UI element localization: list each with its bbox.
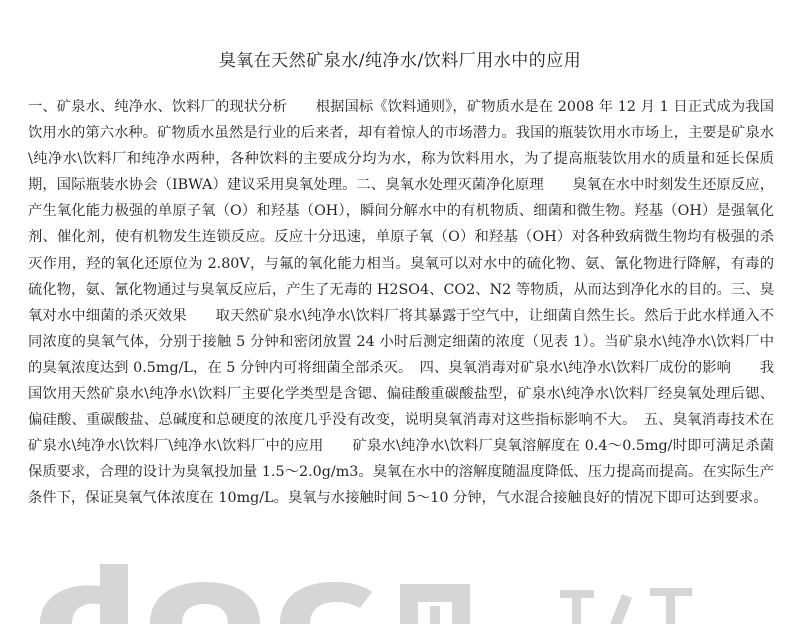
document-body bbox=[28, 94, 774, 512]
watermark-graphic bbox=[0, 564, 800, 624]
body-paragraph: 一、矿泉水、纯净水、饮料厂的现状分析 根据国标《饮料通则》，矿物质水是在 2008 年 12 月 1 日正式成为我国饮用水的第六水种。矿物质水虽然是行业的后来者，却有着惊人的市场潜力。我国的瓶装饮用水市场上，主要是矿泉水\纯净水\饮料厂和纯净水两种，各种饮料的主要成分均为水，称为饮料用水，为了提高瓶装饮用水的质量和延长保质期，国际瓶装水协会（IBWA）建议采用臭氧处理。二、臭氧水处理灭菌净化原理 臭氧在水中时刻发生还原反应，产生氧化能力极强的单原子氧（O）和羟基（OH），瞬间分解水中的有机物质、细菌和微生物。羟基（OH）是强氧化剂、催化剂，使有机物发生连锁反应。反应十分迅速，单原子氧（O）和羟基（OH）对各种致病微生物均有极强的杀灭作用，羟的氧化还原位为 2.80V，与氟的氧化能力相当。臭氧可以对水中的硫化物、氨、氰化物进行降解，有毒的硫化物，氨、氰化物通过与臭氧反应后，产生了无毒的 H2SO4、CO2、N2 等物质，从而达到净化水的目的。三、臭氧对水中细菌的杀灭效果 取天然矿泉水\纯净水\饮料厂将其暴露于空气中，让细菌自然生长。然后于此水样通入不同浓度的臭氧气体，分别于接触 5 分钟和密闭放置 24 小时后测定细菌的浓度（见表 1）。当矿泉水\纯净水\饮料厂中的臭氧浓度达到 0.5mg/L，在 5 分钟内可将细菌全部杀灭。 四、臭氧消毒对矿泉水\纯净水\饮料厂成份的影响 我国饮用天然矿泉水\纯净水\饮料厂主要化学类型是含锶、偏硅酸重碳酸盐型，矿泉水\纯净水\饮料厂经臭氧处理后锶、偏硅酸、重碳酸盐、总碱度和总硬度的浓度几乎没有改变，说明臭氧消毒对这些指标影响不大。 五、臭氧消毒技术在矿泉水\纯净水\饮料厂\纯净水\饮料厂中的应用 矿泉水\纯净水\饮料厂臭氧溶解度在 0.4～0.5mg/时即可满足杀菌保质要求，合理的设计为臭氧投加量 1.5～2.0g/m3。臭氧在水中的溶解度随温度降低、压力提高而提高。在实际生产条件下，保证臭氧气体浓度在 10mg/L。臭氧与水接触时间 5～10 分钟，气水混合接触良好的情况下即可达到要求。 bbox=[28, 99, 774, 507]
watermark-logo bbox=[0, 564, 800, 624]
document-title: 臭氧在天然矿泉水/纯净水/饮料厂用水中的应用 bbox=[218, 51, 582, 71]
